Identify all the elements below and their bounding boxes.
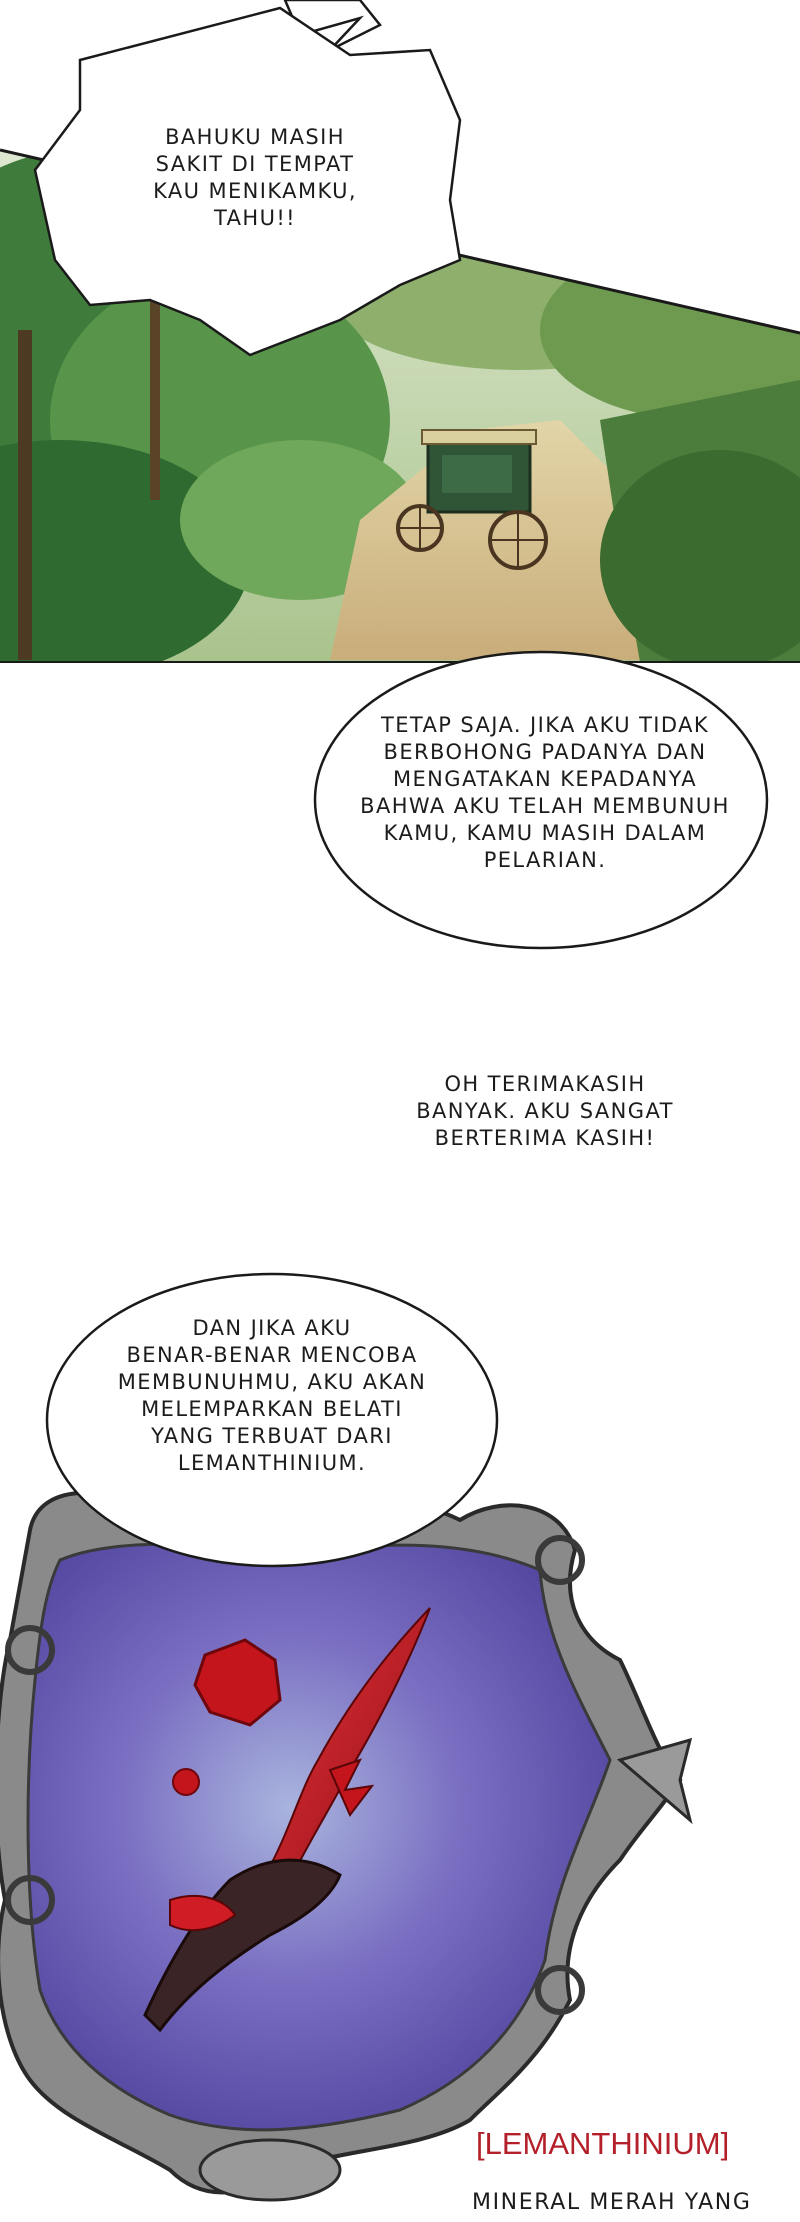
- speech-bubble-4-text: DAN JIKA AKU BENAR-BENAR MENCOBA MEMBUNUHMU, AKU AKAN MELEMPARKAN BELATI YANG TERBUAT DARI LEMANTHINIUM.: [117, 1316, 427, 1475]
- caption-subtitle: MINERAL MERAH YANG: [472, 2190, 752, 2215]
- speech-bubble-1-text: BAHUKU MASIH SAKIT DI TEMPAT KAU MENIKAMKU, TAHU!!: [153, 125, 357, 230]
- caption-title: [LEMANTHINIUM]: [476, 2126, 730, 2161]
- speech-bubble-2-text: TETAP SAJA. JIKA AKU TIDAK BERBOHONG PADANYA DAN MENGATAKAN KEPADANYA BAHWA AKU TELAH MEMBUNUH KAMU, KAMU MASIH DALAM PELARIAN.: [360, 713, 730, 872]
- floating-text-3: OH TERIMAKASIH BANYAK. AKU SANGAT BERTERIMA KASIH!: [416, 1072, 674, 1150]
- mirror-panel: [0, 1493, 690, 2200]
